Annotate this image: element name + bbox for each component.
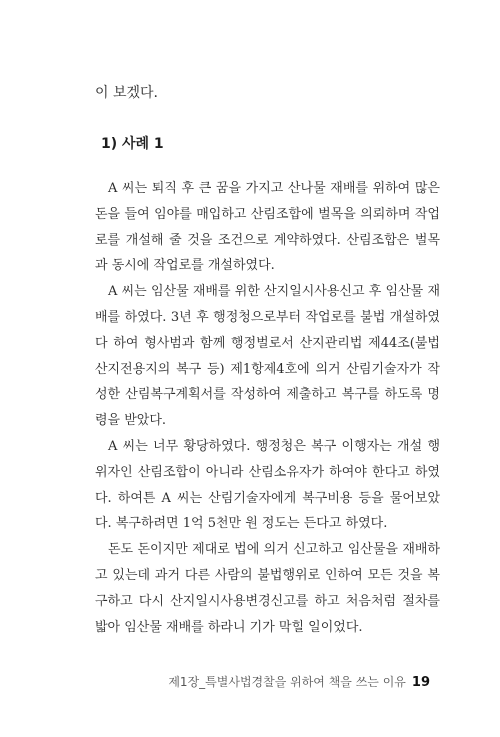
page-number: 19 [411, 675, 430, 690]
intro-line: 이 보겠다. [95, 85, 158, 101]
running-title: 제1장_특별사법경찰을 위하여 책을 쓰는 이유 [168, 675, 406, 689]
section-heading: 1) 사례 1 [101, 136, 164, 152]
paragraph: A 씨는 퇴직 후 큰 꿈을 가지고 산나물 재배를 위하여 많은 돈을 들여 임야를 매입하고 산림조합에 벌목을 의뢰하며 작업로를 개설해 줄 것을 조건으로 계약하였다. 산림조합은 벌목과 동시에 작업로를 개설하였다. [95, 181, 440, 274]
page-footer [168, 673, 430, 690]
paragraph: A 씨는 임산물 재배를 위한 산지일시사용신고 후 임산물 재배를 하였다. 3년 후 행정청으로부터 작업로를 불법 개설하였다 하여 형사범과 함께 행정벌로서 산지관리법 제44조(불법산지전용지의 복구 등) 제1항제4호에 의거 산림기술자가 작성한 산림복구계획서를 작성하여 제출하고 복구를 하도록 명령을 받았다. [95, 284, 440, 429]
paragraph: 돈도 돈이지만 제대로 법에 의거 신고하고 임산물을 재배하고 있는데 과거 다른 사람의 불법행위로 인하여 모든 것을 복구하고 다시 산지일시사용변경신고를 하고 처음처럼 절차를 밟아 임산물 재배를 하라니 기가 막힐 일이었다. [95, 542, 440, 635]
body-text [95, 176, 440, 640]
paragraph: A 씨는 너무 황당하였다. 행정청은 복구 이행자는 개설 행위자인 산림조합이 아니라 산림소유자가 하여야 한다고 하였다. 하여튼 A 씨는 산림기술자에게 복구비용 등을 물어보았다. 복구하려면 1억 5천만 원 정도는 든다고 하였다. [95, 438, 440, 532]
